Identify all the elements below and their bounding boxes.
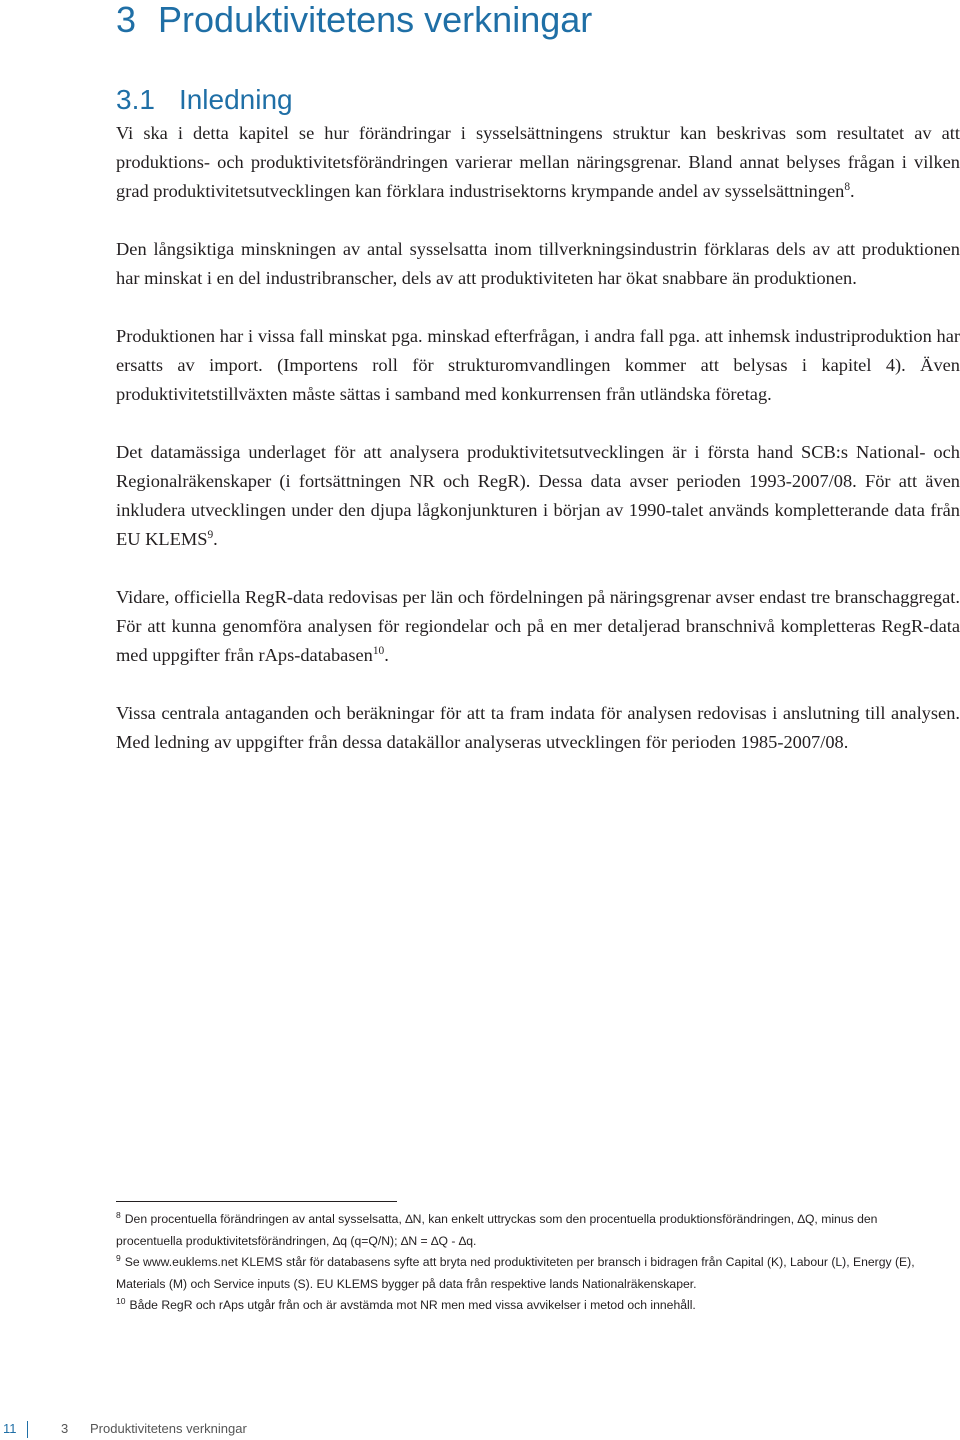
footnote-number: 9 xyxy=(116,1252,121,1263)
footnotes xyxy=(116,1209,946,1317)
paragraph-1 xyxy=(116,119,960,206)
page-number: 11 xyxy=(3,1421,17,1436)
paragraph-text: Produktionen har i vissa fall minskat pga. minskad efterfrågan, i andra fall pga. att inhemsk industriproduktion har ersatts av import. (Importens roll för strukturomvandlingen kommer att belysas i kapitel 4). Även produktivitetstillväxten måste sättas i samband med konkurrensen från utländska företag. xyxy=(116,326,960,404)
footnote-8 xyxy=(116,1209,946,1252)
footnote-ref-8: 8 xyxy=(844,180,851,193)
paragraph-3 xyxy=(116,322,960,409)
page-footer xyxy=(0,1419,400,1439)
paragraph-end: . xyxy=(384,645,389,665)
footnote-number: 8 xyxy=(116,1209,121,1220)
paragraph-text: Vidare, officiella RegR-data redovisas per län och fördelningen på näringsgrenar avser endast tre branschaggregat. För att kunna genomföra analysen för regiondelar och på en mer detaljerad branschnivå kompletteras RegR-data med uppgifter från rAps-databasen xyxy=(116,587,960,665)
paragraph-text: Den långsiktiga minskningen av antal sysselsatta inom tillverkningsindustrin förklaras dels av att produktionen har minskat i en del industribranscher, dels av att produktiviteten har ökat snabbare än produktionen. xyxy=(116,239,960,288)
section-title-text: Inledning xyxy=(178,84,293,115)
chapter-number: 3 xyxy=(116,0,137,40)
section-title xyxy=(116,82,293,118)
section-number: 3.1 xyxy=(116,84,155,115)
footnote-divider xyxy=(116,1201,397,1202)
body-text xyxy=(116,119,960,786)
paragraph-end: . xyxy=(213,529,218,549)
footnote-text: Den procentuella förändringen av antal sysselsatta, ∆N, kan enkelt uttryckas som den procentuella produktionsförändringen, ∆Q, minus den procentuella produktivitetsförändringen, ∆q (q=Q/N); ∆N = ∆Q - ∆q. xyxy=(116,1212,878,1248)
footnote-10 xyxy=(116,1295,946,1317)
footer-chapter-title: Produktivitetens verkningar xyxy=(90,1421,247,1436)
paragraph-2 xyxy=(116,235,960,293)
chapter-title-text: Produktivitetens verkningar xyxy=(158,0,593,40)
paragraph-text: Det datamässiga underlaget för att analysera produktivitetsutvecklingen är i första hand SCB:s National- och Regionalräkenskaper (i fortsättningen NR och RegR). Dessa data avser perioden 1993-2007/08. För att även inkludera utvecklingen under den djupa lågkonjunkturen i början av 1990-talet används kompletterande data från EU KLEMS xyxy=(116,442,960,549)
paragraph-6 xyxy=(116,699,960,757)
footnote-9 xyxy=(116,1252,946,1295)
footnote-text: Se www.euklems.net KLEMS står för databasens syfte att bryta ned produktiviteten per bransch i bidragen från Capital (K), Labour (L), Energy (E), Materials (M) och Service inputs (S). EU KLEMS bygger på data från respektive lands Nationalräkenskaper. xyxy=(116,1255,915,1291)
footer-divider xyxy=(27,1421,28,1438)
paragraph-text: Vi ska i detta kapitel se hur förändringar i sysselsättningens struktur kan beskrivas som resultatet av att produktions- och produktivitetsförändringen varierar mellan näringsgrenar. Bland annat belyses frågan i vilken grad produktivitetsutvecklingen kan förklara industrisektorns krympande andel av sysselsättningen xyxy=(116,123,960,201)
paragraph-4 xyxy=(116,438,960,554)
chapter-title xyxy=(116,0,592,42)
paragraph-end: . xyxy=(850,181,855,201)
footnote-number: 10 xyxy=(116,1295,126,1306)
paragraph-text: Vissa centrala antaganden och beräkningar för att ta fram indata för analysen redovisas i anslutning till analysen. Med ledning av uppgifter från dessa datakällor analyseras utvecklingen för perioden 1985-2007/08. xyxy=(116,703,960,752)
paragraph-5 xyxy=(116,583,960,670)
footer-chapter-number: 3 xyxy=(61,1421,69,1436)
footnote-ref-9: 9 xyxy=(207,528,214,541)
footnote-text: Både RegR och rAps utgår från och är avstämda mot NR men med vissa avvikelser i metod och innehåll. xyxy=(129,1298,696,1312)
footnote-ref-10: 10 xyxy=(372,644,385,657)
